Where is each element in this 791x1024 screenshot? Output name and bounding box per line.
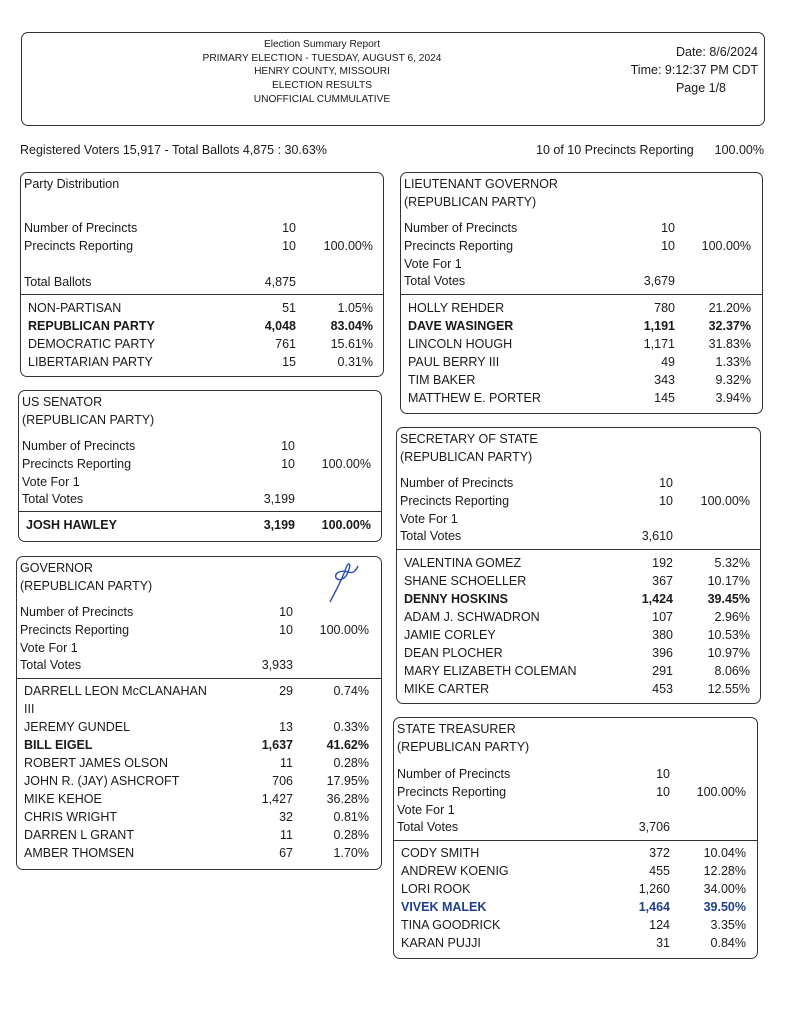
report-header [21, 32, 765, 126]
total-votes-label: Total Votes [22, 492, 84, 506]
candidate-pct: 5.32% [714, 556, 750, 570]
section-divider [400, 294, 763, 295]
candidate-votes: 455 [649, 864, 670, 878]
total-ballots-label: Total Ballots [24, 275, 92, 289]
candidate-votes: 3,199 [263, 518, 295, 532]
precincts-reporting-pct: 100.00% [696, 785, 746, 799]
candidate-votes: 761 [275, 337, 296, 351]
candidate-pct: 1.70% [333, 846, 369, 860]
vote-for-label: Vote For 1 [22, 475, 80, 489]
header-line: UNOFFICIAL CUMMULATIVE [253, 93, 391, 105]
candidate-votes: 11 [280, 756, 293, 770]
candidate-name: DEAN PLOCHER [404, 646, 503, 660]
candidate-name: CODY SMITH [401, 846, 480, 860]
race-title: SECRETARY OF STATE [400, 432, 538, 446]
candidate-votes: 15 [282, 355, 296, 369]
header-line: PRIMARY ELECTION - TUESDAY, AUGUST 6, 2024 [202, 52, 442, 64]
precincts-reporting-label: Precincts Reporting [22, 457, 132, 471]
total-votes-value: 3,706 [638, 820, 670, 834]
total-votes-label: Total Votes [400, 529, 462, 543]
header-line: ELECTION RESULTS [271, 80, 372, 92]
candidate-pct: 34.00% [703, 882, 746, 896]
candidate-votes: 1,637 [261, 738, 293, 752]
candidate-votes: 4,048 [264, 319, 296, 333]
precincts-reporting-pct: 100.00% [323, 239, 373, 253]
header-meta [558, 43, 758, 97]
candidate-name: ANDREW KOENIG [401, 864, 509, 878]
precincts-reporting-summary-pct: 100.00% [714, 143, 764, 157]
candidate-votes: 192 [652, 556, 673, 570]
num-precincts-value: 10 [656, 767, 670, 781]
precincts-reporting-summary: 10 of 10 Precincts Reporting [536, 143, 694, 157]
total-votes-label: Total Votes [397, 820, 459, 834]
race-subtitle: (REPUBLICAN PARTY) [397, 740, 530, 754]
precincts-reporting-label: Precincts Reporting [24, 239, 134, 253]
candidate-name: NON-PARTISAN [28, 301, 122, 315]
num-precincts-value: 10 [661, 221, 675, 235]
precincts-reporting-pct: 100.00% [319, 623, 369, 637]
candidate-name: TIM BAKER [408, 373, 476, 387]
report-time: Time: 9:12:37 PM CDT [630, 63, 758, 77]
race-subtitle: (REPUBLICAN PARTY) [400, 450, 533, 464]
precincts-reporting-value: 10 [281, 457, 295, 471]
candidate-pct: 10.17% [707, 574, 750, 588]
candidate-name: DEMOCRATIC PARTY [28, 337, 156, 351]
candidate-name: JEREMY GUNDEL [24, 720, 131, 734]
candidate-name: JAMIE CORLEY [404, 628, 496, 642]
candidate-votes: 124 [649, 918, 670, 932]
candidate-name: AMBER THOMSEN [24, 846, 135, 860]
candidate-name: DARREN L GRANT [24, 828, 134, 842]
candidate-pct: 31.83% [708, 337, 751, 351]
candidate-votes: 32 [279, 810, 293, 824]
total-votes-label: Total Votes [404, 274, 466, 288]
candidate-pct: 1.33% [715, 355, 751, 369]
candidate-votes: 107 [652, 610, 673, 624]
candidate-name: MATTHEW E. PORTER [408, 391, 541, 405]
section-divider [396, 549, 761, 550]
candidate-name: DAVE WASINGER [408, 319, 514, 333]
precincts-reporting-pct: 100.00% [321, 457, 371, 471]
precincts-reporting-pct: 100.00% [701, 239, 751, 253]
precincts-reporting-label: Precincts Reporting [397, 785, 507, 799]
candidate-pct: 100.00% [321, 518, 371, 532]
candidate-name: MARY ELIZABETH COLEMAN [404, 664, 577, 678]
section-divider [20, 294, 384, 295]
candidate-pct: 0.31% [337, 355, 373, 369]
section-divider [393, 840, 758, 841]
race-title: STATE TREASURER [397, 722, 516, 736]
candidate-name: MIKE CARTER [404, 682, 490, 696]
candidate-pct: 3.94% [715, 391, 751, 405]
candidate-name: DENNY HOSKINS [404, 592, 508, 606]
candidate-votes: 11 [280, 828, 293, 842]
candidate-pct: 12.55% [707, 682, 750, 696]
candidate-pct: 0.33% [333, 720, 369, 734]
total-votes-value: 3,679 [643, 274, 675, 288]
race-title: LIEUTENANT GOVERNOR [404, 177, 558, 191]
candidate-name: JOHN R. (JAY) ASHCROFT [24, 774, 180, 788]
vote-for-label: Vote For 1 [20, 641, 78, 655]
header-line: HENRY COUNTY, MISSOURI [254, 66, 390, 78]
candidate-pct: 15.61% [330, 337, 373, 351]
registered-voters-summary: Registered Voters 15,917 - Total Ballots 4,875 : 30.63% [20, 143, 327, 157]
candidate-pct: 36.28% [326, 792, 369, 806]
race-subtitle: (REPUBLICAN PARTY) [20, 579, 153, 593]
precincts-reporting-value: 10 [659, 494, 673, 508]
num-precincts-value: 10 [279, 605, 293, 619]
candidate-name: MIKE KEHOE [24, 792, 102, 806]
precincts-reporting-label: Precincts Reporting [404, 239, 514, 253]
precincts-reporting-value: 10 [661, 239, 675, 253]
handwritten-check-mark [328, 560, 362, 604]
report-page: Page 1/8 [675, 81, 726, 95]
candidate-name: TINA GOODRICK [401, 918, 501, 932]
candidate-name: ROBERT JAMES OLSON [24, 756, 169, 770]
candidate-votes: 67 [279, 846, 293, 860]
section-divider [18, 511, 382, 512]
race-title: US SENATOR [22, 395, 103, 409]
vote-for-label: Vote For 1 [397, 803, 455, 817]
num-precincts-value: 10 [281, 439, 295, 453]
candidate-pct: 83.04% [330, 319, 373, 333]
candidate-pct: 39.50% [703, 900, 746, 914]
total-votes-value: 3,933 [261, 658, 293, 672]
candidate-votes: 291 [652, 664, 673, 678]
candidate-votes: 367 [652, 574, 673, 588]
precincts-reporting-pct: 100.00% [700, 494, 750, 508]
candidate-votes: 1,171 [643, 337, 675, 351]
candidate-votes: 145 [654, 391, 675, 405]
candidate-pct: 12.28% [703, 864, 746, 878]
candidate-pct: 21.20% [708, 301, 751, 315]
candidate-pct: 3.35% [710, 918, 746, 932]
race-title: GOVERNOR [20, 561, 93, 575]
num-precincts-label: Number of Precincts [22, 439, 136, 453]
candidate-name: REPUBLICAN PARTY [28, 319, 155, 333]
total-ballots-value: 4,875 [264, 275, 296, 289]
candidate-pct: 41.62% [326, 738, 369, 752]
precincts-reporting-value: 10 [279, 623, 293, 637]
candidate-pct: 1.05% [337, 301, 373, 315]
race-subtitle: (REPUBLICAN PARTY) [404, 195, 537, 209]
candidate-votes: 49 [661, 355, 675, 369]
num-precincts-value: 10 [659, 476, 673, 490]
candidate-votes: 51 [282, 301, 296, 315]
candidate-votes: 1,424 [641, 592, 673, 606]
candidate-pct: 0.74% [333, 684, 369, 698]
num-precincts-value: 10 [282, 221, 296, 235]
header-line: Election Summary Report [263, 39, 381, 50]
candidate-name: PAUL BERRY III [408, 355, 500, 369]
num-precincts-label: Number of Precincts [20, 605, 134, 619]
candidate-name: KARAN PUJJI [401, 936, 481, 950]
total-votes-value: 3,610 [641, 529, 673, 543]
candidate-votes: 780 [654, 301, 675, 315]
candidate-pct: 0.28% [333, 828, 369, 842]
candidate-votes: 1,191 [643, 319, 675, 333]
candidate-name: JOSH HAWLEY [26, 518, 117, 532]
candidate-votes: 453 [652, 682, 673, 696]
precincts-reporting-value: 10 [656, 785, 670, 799]
header-title-block [162, 38, 482, 107]
candidate-name: VALENTINA GOMEZ [404, 556, 522, 570]
candidate-pct: 10.04% [703, 846, 746, 860]
section-divider [16, 678, 382, 679]
candidate-votes: 13 [279, 720, 293, 734]
race-subtitle: (REPUBLICAN PARTY) [22, 413, 155, 427]
total-votes-value: 3,199 [263, 492, 295, 506]
race-title: Party Distribution [24, 177, 120, 191]
num-precincts-label: Number of Precincts [24, 221, 138, 235]
report-date: Date: 8/6/2024 [675, 45, 758, 59]
candidate-votes: 29 [279, 684, 293, 698]
candidate-name: BILL EIGEL [24, 738, 93, 752]
candidate-name: CHRIS WRIGHT [24, 810, 118, 824]
candidate-pct: 8.06% [714, 664, 750, 678]
candidate-votes: 343 [654, 373, 675, 387]
candidate-votes: 1,260 [638, 882, 670, 896]
candidate-name: ADAM J. SCHWADRON [404, 610, 540, 624]
candidate-name: SHANE SCHOELLER [404, 574, 527, 588]
precincts-reporting-label: Precincts Reporting [20, 623, 130, 637]
candidate-pct: 0.28% [333, 756, 369, 770]
num-precincts-label: Number of Precincts [404, 221, 518, 235]
candidate-pct: 32.37% [708, 319, 751, 333]
candidate-votes: 396 [652, 646, 673, 660]
candidate-name: HOLLY REHDER [408, 301, 505, 315]
candidate-pct: 0.84% [710, 936, 746, 950]
candidate-pct: 10.53% [707, 628, 750, 642]
num-precincts-label: Number of Precincts [397, 767, 511, 781]
candidate-votes: 1,464 [638, 900, 670, 914]
candidate-name: LIBERTARIAN PARTY [28, 355, 153, 369]
candidate-name: LORI ROOK [401, 882, 471, 896]
candidate-votes: 31 [656, 936, 670, 950]
candidate-pct: 0.81% [333, 810, 369, 824]
candidate-pct: 17.95% [326, 774, 369, 788]
candidate-pct: 39.45% [707, 592, 750, 606]
candidate-votes: 380 [652, 628, 673, 642]
candidate-votes: 706 [272, 774, 293, 788]
candidate-votes: 1,427 [261, 792, 293, 806]
candidate-name-cont: III [24, 702, 35, 716]
candidate-pct: 2.96% [714, 610, 750, 624]
candidate-pct: 9.32% [715, 373, 751, 387]
candidate-name: VIVEK MALEK [401, 900, 487, 914]
candidate-name: DARRELL LEON McCLANAHAN [24, 684, 207, 698]
candidate-pct: 10.97% [707, 646, 750, 660]
total-votes-label: Total Votes [20, 658, 82, 672]
vote-for-label: Vote For 1 [400, 512, 458, 526]
candidate-name: LINCOLN HOUGH [408, 337, 513, 351]
candidate-votes: 372 [649, 846, 670, 860]
precincts-reporting-label: Precincts Reporting [400, 494, 510, 508]
precincts-reporting-value: 10 [282, 239, 296, 253]
vote-for-label: Vote For 1 [404, 257, 462, 271]
num-precincts-label: Number of Precincts [400, 476, 514, 490]
